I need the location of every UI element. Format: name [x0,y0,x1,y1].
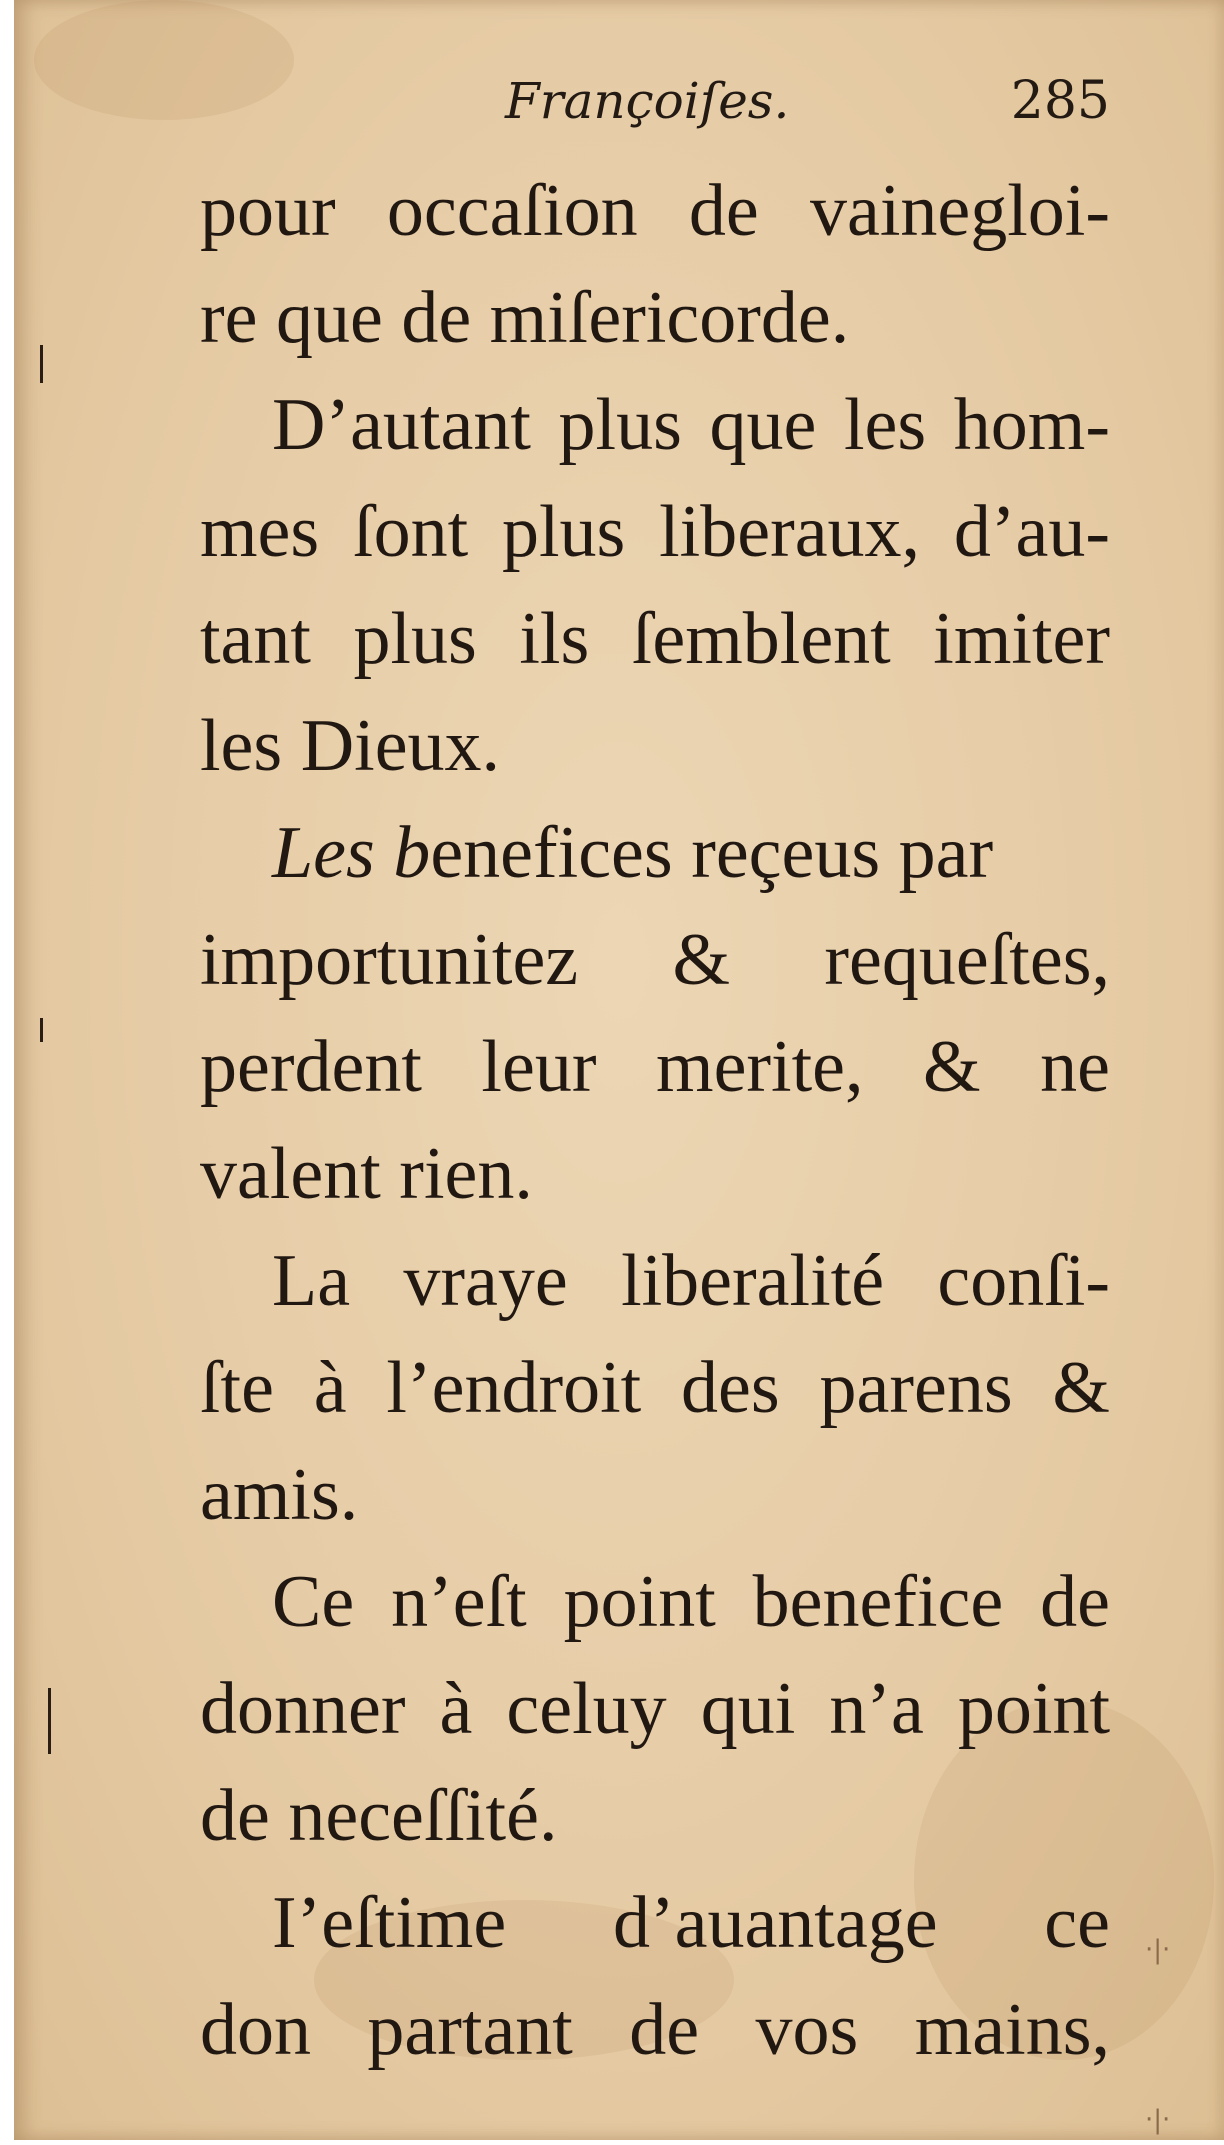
running-title: Françoiſes. [505,72,790,130]
text-line: ſte à l’endroit des parens & [200,1347,1110,1429]
text-line: I’eſtime d’auantage ce [272,1882,1110,1964]
text-line: mes ſont plus liberaux, d’au- [200,491,1110,573]
text-line: D’autant plus que les hom- [272,384,1110,466]
text-line: perdent leur merite, & ne [200,1026,1110,1108]
text-line: les Dieux. [200,705,501,787]
page-number: 285 [1010,71,1110,131]
text-line: pour occaſion de vainegloi- [200,170,1110,252]
text-line: amis. [200,1454,359,1536]
page-header [200,66,1110,146]
binding-mark [40,345,43,383]
text-line: donner à celuy qui n’a point [200,1668,1110,1750]
text-line: Ce n’eſt point benefice de [272,1561,1110,1643]
text-line: don partant de vos mains, [200,1989,1110,2071]
text-line: re que de miſericorde. [200,277,850,359]
margin-ornament: ·|· [1145,2105,1171,2135]
text-line-rest: enefices reçeus par [430,812,994,894]
text-block [200,158,1110,2084]
margin-ornament: ·|· [1145,1935,1171,1965]
binding-mark [40,1018,43,1042]
text-line: importunitez & requeſtes, [200,919,1110,1001]
text-line: La vraye liberalité conſi- [272,1240,1110,1322]
text-line: tant plus ils ſemblent imiter [200,598,1110,680]
text-line: de neceſſité. [200,1775,558,1857]
text-line: valent rien. [200,1133,533,1215]
binding-mark [48,1688,51,1754]
italic-initial: Les b [272,812,431,894]
text-line [200,800,1110,907]
